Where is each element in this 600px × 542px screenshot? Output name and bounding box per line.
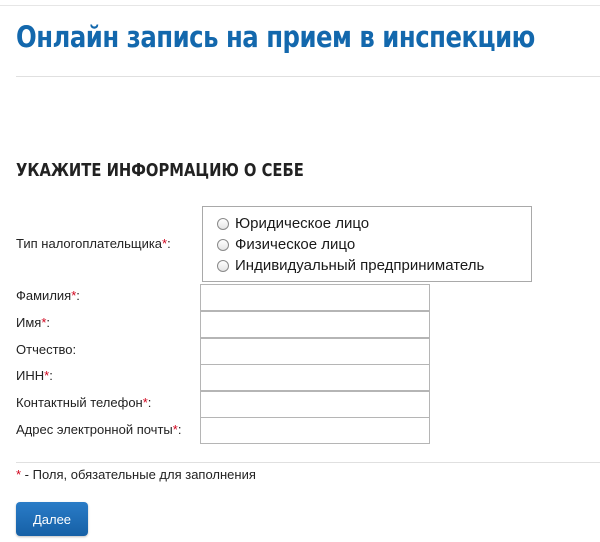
first-name-label	[16, 315, 50, 331]
phone-label	[16, 395, 151, 411]
radio-option-label: Индивидуальный предприниматель	[235, 257, 485, 274]
patronymic-label-text: Отчество	[16, 342, 73, 357]
form-divider	[16, 462, 600, 463]
email-label	[16, 422, 181, 438]
first-name-input[interactable]	[200, 311, 430, 338]
phone-label-text: Контактный телефон	[16, 395, 143, 410]
label-colon: :	[49, 368, 53, 383]
taxpayer-type-label	[16, 236, 171, 252]
radio-option-label: Юридическое лицо	[235, 215, 370, 232]
required-asterisk: *	[172, 422, 178, 437]
radio-option-label: Физическое лицо	[235, 236, 356, 253]
required-asterisk: *	[142, 395, 148, 410]
inn-label-text: ИНН	[16, 368, 45, 383]
title-divider	[16, 76, 600, 77]
label-colon: :	[76, 288, 80, 303]
taxpayer-type-radio-group	[202, 206, 532, 282]
required-note-text: - Поля, обязательные для заполнения	[21, 467, 256, 482]
inn-label	[16, 368, 53, 384]
label-colon: :	[177, 422, 182, 437]
taxpayer-type-label-text: Тип налогоплательщика	[16, 236, 163, 251]
required-asterisk: *	[71, 288, 77, 303]
radio-option-individual[interactable]	[217, 235, 355, 255]
patronymic-input[interactable]	[200, 338, 430, 365]
next-button[interactable]: Далее	[16, 502, 88, 536]
required-asterisk: *	[162, 236, 168, 251]
required-fields-note	[16, 467, 256, 483]
label-colon: :	[167, 236, 171, 251]
label-colon: :	[46, 315, 51, 330]
section-title: УКАЖИТЕ ИНФОРМАЦИЮ О СЕБЕ	[16, 160, 304, 181]
label-colon: :	[72, 342, 77, 357]
radio-button-icon[interactable]	[217, 218, 229, 230]
required-asterisk: *	[41, 315, 47, 330]
inn-input[interactable]	[200, 364, 430, 391]
phone-input[interactable]	[200, 391, 430, 418]
top-divider	[0, 5, 600, 6]
required-asterisk: *	[44, 368, 50, 383]
radio-option-entrepreneur[interactable]	[217, 256, 484, 276]
email-input[interactable]	[200, 417, 430, 444]
radio-button-icon[interactable]	[217, 260, 229, 272]
radio-button-icon[interactable]	[217, 239, 229, 251]
surname-label	[16, 288, 80, 304]
radio-option-legal-entity[interactable]	[217, 214, 369, 234]
surname-input[interactable]	[200, 284, 430, 311]
surname-label-text: Фамилия	[16, 288, 72, 303]
patronymic-label	[16, 342, 76, 358]
first-name-label-text: Имя	[16, 315, 42, 330]
label-colon: :	[147, 395, 152, 410]
email-label-text: Адрес электронной почты	[16, 422, 173, 437]
required-asterisk: *	[16, 467, 22, 482]
page-title: Онлайн запись на прием в инспекцию	[16, 20, 535, 54]
